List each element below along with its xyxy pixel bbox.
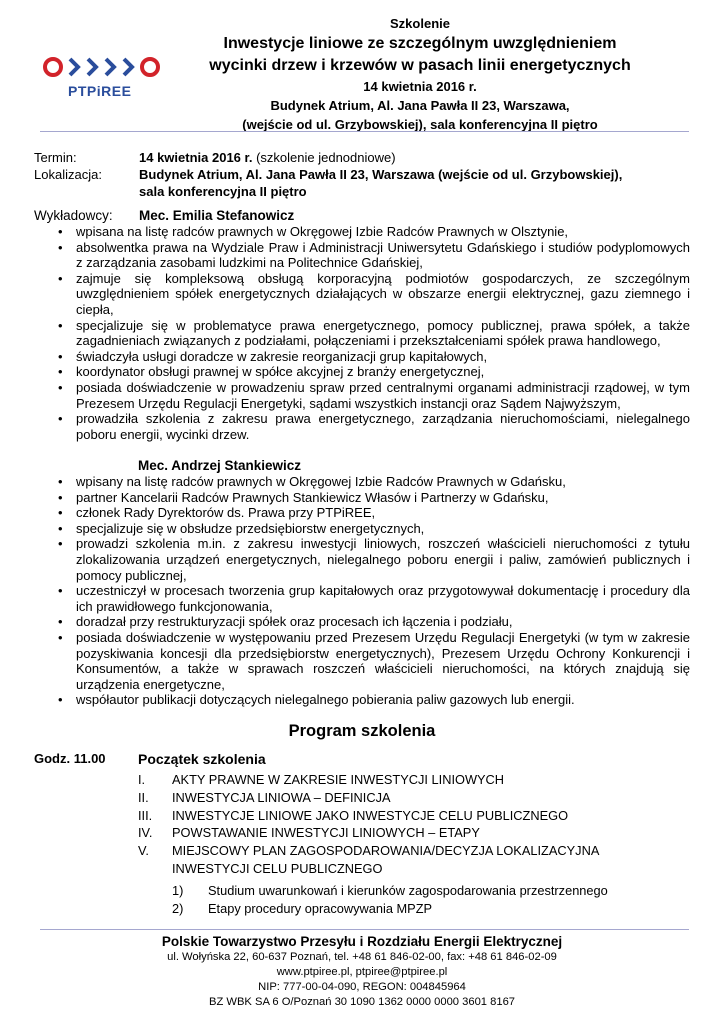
lokalizacja-row bbox=[34, 167, 694, 203]
program-item-number: IV. bbox=[138, 825, 153, 841]
lokalizacja-line1: Budynek Atrium, Al. Jana Pawła II 23, Warszawa (wejście od ul. Grzybowskiej), bbox=[139, 167, 623, 182]
program-subitem-number: 1) bbox=[172, 883, 184, 898]
list-item: • prowadzi szkolenia m.in. z zakresu inwestycji liniowych, roszczeń właścicieli nieruchomości z tytułu zlokalizowania urządzeń energetycznych, nielegalnego poboru energii i paliw, zamówień publicznych i pomocy publicznej, bbox=[50, 536, 690, 583]
program-item bbox=[138, 842, 599, 860]
list-item: • posiada doświadczenie w prowadzeniu spraw przed centralnymi organami administracji rządowej, w tym Prezesem Urzędu Regulacji Energetyki, sądami wszystkich instancji oraz Sądem Najwyższym, bbox=[50, 380, 690, 411]
program-subitem-number: 2) bbox=[172, 900, 184, 916]
list-item: • zajmuje się kompleksową obsługą korporacyjną podmiotów gospodarczych, ze szczególnym uwzględnieniem spółek energetycznych działających w obszarze energii elektrycznej, gazu ziemnego i ciepła, bbox=[50, 271, 690, 318]
header-kind: Szkolenie bbox=[390, 16, 450, 31]
list-item: • partner Kancelarii Radców Prawnych Stankiewicz Własów i Partnerzy w Gdańsku, bbox=[50, 490, 690, 506]
program-title: Program szkolenia bbox=[288, 722, 436, 740]
list-item: • członek Rady Dyrektorów ds. Prawa przy PTPiREE, bbox=[50, 505, 690, 521]
program-time: Godz. 11.00 bbox=[34, 751, 106, 766]
header-title-line2: wycinki drzew i krzewów w pasach linii energetycznych bbox=[209, 57, 631, 74]
lecturer2-name: Mec. Andrzej Stankiewicz bbox=[138, 458, 302, 473]
wykladowcy-label: Wykładowcy: bbox=[34, 208, 113, 223]
program-subitem-text: Etapy procedury opracowywania MPZP bbox=[208, 900, 433, 916]
footer-nip: NIP: 777-00-04-090, REGON: 004845964 bbox=[258, 981, 466, 993]
program-item-text: POWSTAWANIE INWESTYCJI LINIOWYCH – ETAPY bbox=[172, 825, 480, 841]
list-item: • wpisany na listę radców prawnych w Okręgowej Izbie Radców Prawnych w Gdańsku, bbox=[50, 474, 690, 490]
list-item: • koordynator obsługi prawnej w spółce akcyjnej z branży energetycznej, bbox=[50, 364, 690, 380]
program-list bbox=[138, 771, 599, 878]
program-item-text: AKTY PRAWNE W ZAKRESIE INWESTYCJI LINIOWYCH bbox=[172, 772, 505, 787]
program-item-number: V. bbox=[138, 843, 149, 859]
header-divider bbox=[40, 131, 689, 132]
footer-web: www.ptpiree.pl, ptpiree@ptpiree.pl bbox=[276, 966, 448, 978]
list-item: • współautor publikacji dotyczących nielegalnego pobierania paliw gazowych lub energii. bbox=[50, 692, 690, 708]
program-start: Początek szkolenia bbox=[138, 751, 266, 767]
program-item-text: INWESTYCJE LINIOWE JAKO INWESTYCJE CELU PUBLICZNEGO bbox=[172, 807, 569, 823]
program-item-text: MIEJSCOWY PLAN ZAGOSPODAROWANIA/DECYZJA LOKALIZACYJNA bbox=[172, 843, 600, 859]
program-subitem bbox=[172, 900, 608, 918]
program-item-text: INWESTYCJA LINIOWA – DEFINICJA bbox=[172, 789, 391, 805]
document-header bbox=[180, 14, 660, 134]
lokalizacja-label: Lokalizacja: bbox=[34, 167, 102, 182]
footer-divider bbox=[40, 929, 689, 930]
program-item-text: INWESTYCJI CELU PUBLICZNEGO bbox=[172, 860, 383, 876]
program-item bbox=[138, 824, 599, 842]
header-place-line2: (wejście od ul. Grzybowskiej), sala konferencyjna II piętro bbox=[242, 117, 598, 132]
list-item: • wpisana na listę radców prawnych w Okręgowej Izbie Radców Prawnych w Olsztynie, bbox=[50, 224, 690, 240]
list-item: • prowadziła szkolenia z zakresu prawa energetycznego, zarządzania nieruchomościami, nielegalnego poboru energii, wycinki drzew. bbox=[50, 411, 690, 442]
program-item bbox=[138, 771, 599, 789]
logo-mark-icon bbox=[40, 55, 180, 85]
termin-date: 14 kwietnia 2016 r. bbox=[139, 150, 253, 165]
list-item: • świadczyła usługi doradcze w zakresie reorganizacji grup kapitałowych, bbox=[50, 349, 690, 365]
footer-org: Polskie Towarzystwo Przesyłu i Rozdziału Energii Elektrycznej bbox=[161, 934, 563, 949]
program-item bbox=[138, 807, 599, 825]
header-title-line1: Inwestycje liniowe ze szczególnym uwzględnieniem bbox=[223, 35, 617, 52]
list-item: • uczestniczył w procesach tworzenia grup kapitałowych oraz przygotowywał dokumentację i procedury dla ich prawidłowego funkcjonowania, bbox=[50, 583, 690, 614]
footer-address: ul. Wołyńska 22, 60-637 Poznań, tel. +48 61 846-02-00, fax: +48 61 846-02-09 bbox=[167, 951, 557, 963]
list-item: • posiada doświadczenie w występowaniu przed Prezesem Urzędu Regulacji Energetyki (w tym w zakresie pozyskiwania koncesji dla przedsiębiorstw energetycznych), Prezesem Urzędu Ochrony Konkurencji i Konsumentów, a także w sprawach roszczeń właścicieli nieruchomości, na których znajdują się urządzenia energetyczne, bbox=[50, 630, 690, 692]
program-item-continuation bbox=[138, 860, 599, 878]
footer-bank: BZ WBK SA 6 O/Poznań 30 1090 1362 0000 0000 3601 8167 bbox=[208, 996, 516, 1008]
logo-text: PTPiREE bbox=[68, 83, 132, 99]
program-sublist bbox=[172, 882, 608, 918]
header-place-line1: Budynek Atrium, Al. Jana Pawła II 23, Warszawa, bbox=[270, 98, 570, 113]
program-item-number: I. bbox=[138, 772, 146, 787]
list-item: • doradzał przy restrukturyzacji spółek oraz procesach ich łączenia i podziału, bbox=[50, 614, 690, 630]
lecturer1-bio-list bbox=[50, 224, 690, 442]
footer bbox=[0, 933, 724, 1010]
list-item: • specjalizuje się w problematyce prawa energetycznego, pomocy publicznej, prawa spółek, a także zagadnieniach związanych z podziałami, połączeniami i przekształceniami spółek prawa handlowego, bbox=[50, 318, 690, 349]
header-date: 14 kwietnia 2016 r. bbox=[363, 79, 477, 94]
list-item: • absolwentka prawa na Wydziale Praw i Administracji Uniwersytetu Gdańskiego i studiów podyplomowych z zarządzania zasobami ludzkimi na Politechnice Gdańskiej, bbox=[50, 240, 690, 271]
termin-note: (szkolenie jednodniowe) bbox=[252, 150, 396, 165]
lecturer1-name: Mec. Emilia Stefanowicz bbox=[139, 208, 295, 223]
termin-label: Termin: bbox=[34, 150, 77, 165]
program-item-number: II. bbox=[138, 789, 149, 805]
lokalizacja-line2: sala konferencyjna II piętro bbox=[139, 184, 307, 199]
program-item-number: III. bbox=[138, 807, 153, 823]
lecturer2-bio-list bbox=[50, 474, 690, 708]
termin-value bbox=[139, 150, 396, 165]
ptpiree-logo bbox=[40, 55, 180, 101]
program-item bbox=[138, 789, 599, 807]
program-subitem bbox=[172, 882, 608, 900]
program-subitem-text: Studium uwarunkowań i kierunków zagospodarowania przestrzennego bbox=[208, 883, 608, 898]
list-item: • specjalizuje się w obsłudze przedsiębiorstw energetycznych, bbox=[50, 521, 690, 537]
